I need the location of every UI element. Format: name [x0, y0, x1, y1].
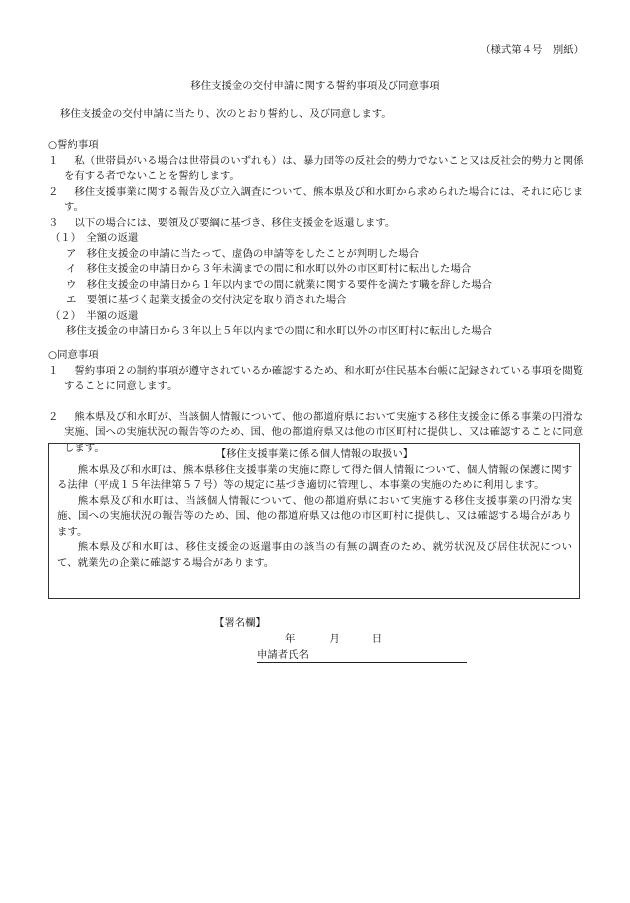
pledge-item — [48, 216, 593, 232]
day-label: 日 — [371, 633, 383, 645]
item-number: ２ — [48, 185, 59, 198]
intro-text: 移住支援金の交付申請に当たり、次のとおり誓約し、及び同意します。 — [60, 108, 392, 120]
privacy-title: 【移住支援事業に係る個人情報の取扱い】 — [215, 448, 414, 460]
privacy-paragraph: 熊本県及び和水町は、熊本県移住支援事業の実施に際して得た個人情報について、個人情報の保護に関する法律（平成１５年法律第５７号）等の規定に基づき適切に管理し、本事業の実施のために利用します。 — [57, 463, 572, 491]
refund-case: イ 移住支援金の申請日から３年未満までの間に和水町以外の市区町村に転出した場合 — [66, 263, 472, 275]
item-text: 移住支援事業に関する報告及び立入調査について、熊本県及び和水町から求められた場合には、それに応じます。 — [64, 185, 584, 213]
pledge-heading: ○誓約事項 — [48, 139, 99, 151]
item-text: 以下の場合には、要領及び要綱に基づき、移住支援金を返還します。 — [74, 216, 396, 229]
pledge-section — [48, 138, 593, 340]
applicant-name-field[interactable] — [257, 648, 467, 663]
document-title: 移住支援金の交付申請に関する誓約事項及び同意事項 — [190, 80, 440, 92]
refund-case: エ 要領に基づく起業支援金の交付決定を取り消された場合 — [66, 294, 347, 306]
item-number: ３ — [48, 216, 59, 229]
item-number: ２ — [48, 410, 59, 423]
privacy-paragraph: 熊本県及び和水町は、移住支援金の返還事由の該当の有無の調査のため、就労状況及び居住状況について、就業先の企業に確認する場合があります。 — [57, 541, 572, 569]
item-number: １ — [48, 154, 59, 167]
pledge-item — [48, 185, 593, 216]
refund-case: ウ 移住支援金の申請日から１年以内までの間に就業に関する要件を満たす職を辞した場合 — [66, 278, 493, 291]
spacer — [48, 395, 593, 410]
half-refund-label: （２） 半額の返還 — [50, 309, 139, 322]
consent-section — [48, 348, 593, 456]
refund-case: ア 移住支援金の申請に当たって、虚偽の申請等をしたことが判明した場合 — [66, 247, 420, 260]
item-number: １ — [48, 364, 59, 377]
privacy-paragraph: 熊本県及び和水町は、当該個人情報について、他の都道府県において実施する移住支援事業の円滑な実施、国への実施状況の報告等のため、国、他の都道府県又は他の市区町村に提供し、又は確認する場合があります。 — [57, 494, 572, 538]
item-text: 私（世帯員がいる場合は世帯員のいずれも）は、暴力団等の反社会的勢力でないこと又は反社会的勢力と関係を有する者でないことを誓約します。 — [64, 154, 584, 182]
refund-case: 移住支援金の申請日から３年以上５年以内までの間に和水町以外の市区町村に転出した場合 — [66, 325, 493, 337]
signature-date — [285, 632, 382, 648]
consent-item — [48, 364, 593, 395]
form-number: （様式第４号 別紙） — [480, 44, 584, 56]
full-refund-label: （１） 全額の返還 — [50, 232, 139, 244]
applicant-name-label: 申請者氏名 — [257, 649, 309, 661]
item-text: 熊本県及び和水町が、当該個人情報について、他の都道府県において実施する移住支援金に係る事業の円滑な実施、国への実施状況の報告等のため、国、他の都道府県又は他の市区町村に提供し、又は確認することに同意します。 — [64, 410, 584, 454]
item-text: 誓約事項２の制約事項が遵守されているか確認するため、和水町が住民基本台帳に記録されている事項を閲覧することに同意します。 — [64, 364, 584, 392]
year-label: 年 — [285, 633, 296, 645]
signature-label: 【署名欄】 — [214, 617, 266, 629]
consent-heading: ○同意事項 — [48, 349, 99, 361]
privacy-notice-box — [48, 443, 580, 599]
month-label: 月 — [329, 633, 340, 645]
pledge-item — [48, 154, 593, 185]
